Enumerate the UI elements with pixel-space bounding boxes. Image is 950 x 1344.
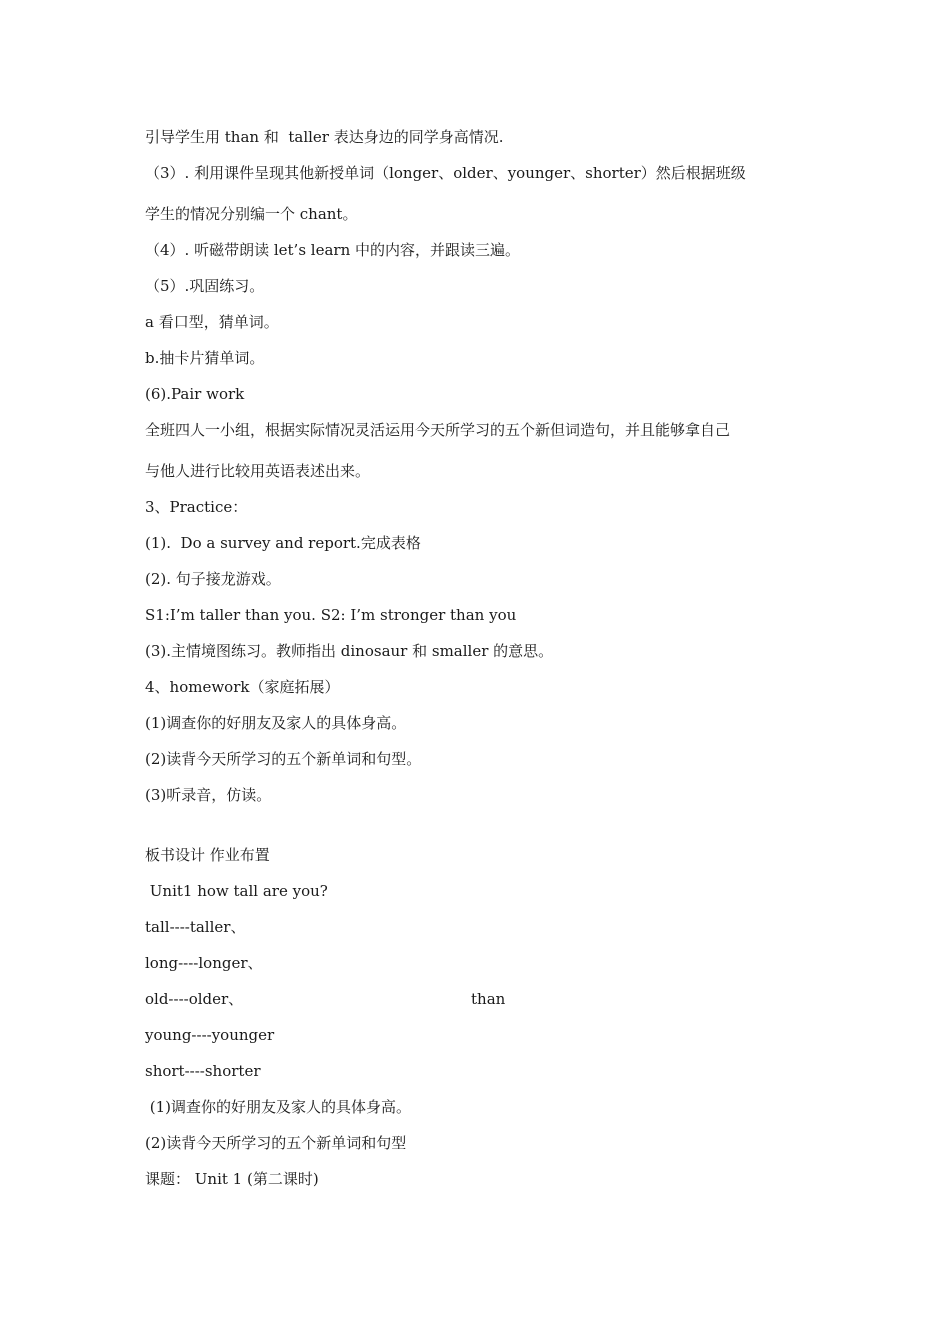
section-heading: 4、homework（家庭拓展） (145, 678, 340, 696)
board-word: long----longer、 (145, 954, 263, 972)
text-line: 引导学生用 than 和 taller 表达身边的同学身高情况. (145, 128, 504, 146)
text-line: (3)听录音，仿读。 (145, 786, 272, 804)
text-line: （3）. 利用课件呈现其他新授单词（longer、older、younger、shorter）然后根据班级 (145, 164, 746, 182)
text-line: (3).主情境图练习。教师指出 dinosaur 和 smaller 的意思。 (145, 642, 554, 660)
board-word: old----older、 (145, 990, 244, 1008)
text-line: S1:I’m taller than you. S2: I’m stronger than you (145, 606, 517, 624)
text-line: （5）.巩固练习。 (145, 277, 265, 295)
text-line: (1)调查你的好朋友及家人的具体身高。 (145, 714, 407, 732)
text-line: 全班四人一小组，根据实际情况灵活运用今天所学习的五个新但词造句，并且能够拿自己 (145, 421, 731, 439)
homework-line: (2)读背今天所学习的五个新单词和句型 (145, 1134, 407, 1152)
text-line: (1). Do a survey and report.完成表格 (145, 534, 421, 552)
board-title: Unit1 how tall are you? (145, 882, 328, 900)
board-than: than (471, 990, 506, 1008)
board-heading: 板书设计 作业布置 (145, 846, 270, 864)
text-line: (6).Pair work (145, 385, 245, 403)
text-line: b.抽卡片猜单词。 (145, 349, 265, 367)
section-heading: 3、Practice： (145, 498, 248, 516)
board-word: young----younger (145, 1026, 275, 1044)
text-line: （4）. 听磁带朗读 let’s learn 中的内容，并跟读三遍。 (145, 241, 521, 259)
text-line: a 看口型，猜单词。 (145, 313, 279, 331)
text-line: 与他人进行比较用英语表述出来。 (145, 462, 371, 480)
text-line: 学生的情况分别编一个 chant。 (145, 205, 358, 223)
board-word: tall----taller、 (145, 918, 246, 936)
homework-line: (1)调查你的好朋友及家人的具体身高。 (145, 1098, 412, 1116)
text-line: (2). 句子接龙游戏。 (145, 570, 281, 588)
lesson-title: 课题： Unit 1 (第二课时) (145, 1170, 319, 1188)
text-line: (2)读背今天所学习的五个新单词和句型。 (145, 750, 422, 768)
board-word: short----shorter (145, 1062, 261, 1080)
